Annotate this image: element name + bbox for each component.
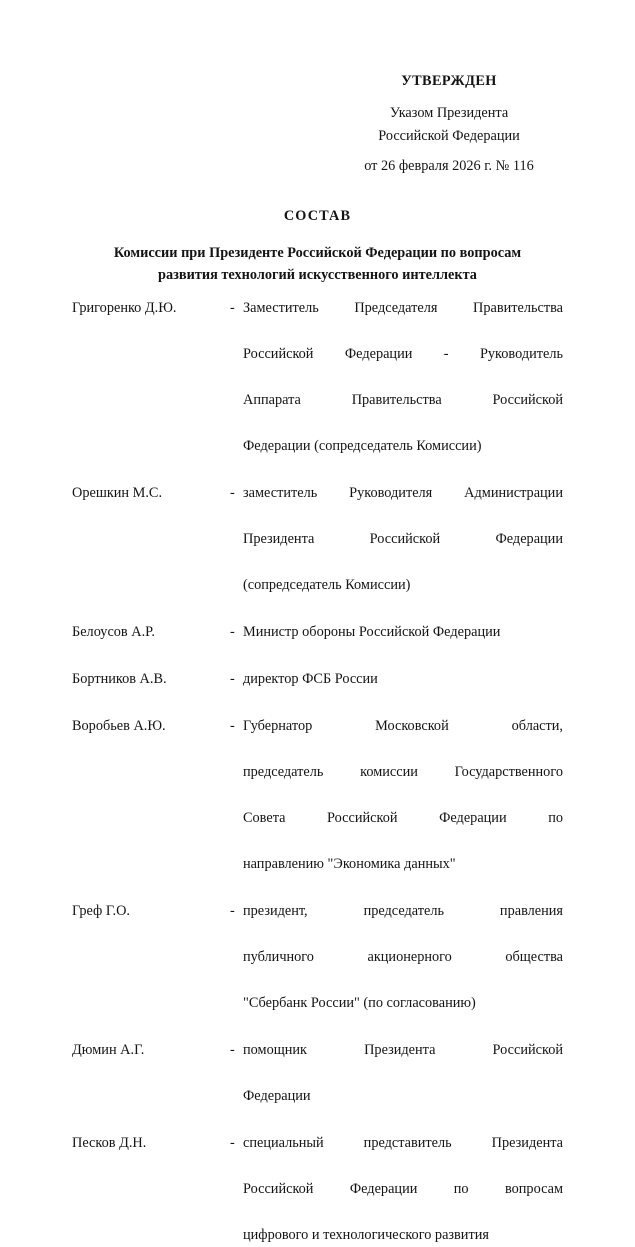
member-position-line-last: Федерации (сопредседатель Комиссии): [243, 438, 482, 454]
approval-block: [330, 70, 568, 178]
member-position-line-last: "Сбербанк России" (по согласованию): [243, 995, 476, 1011]
member-position-line: президент, председатель правления: [243, 903, 563, 919]
member-position-description: [243, 900, 563, 1015]
member-position-line-last: цифрового и технологического развития: [243, 1227, 489, 1243]
member-position-line-last: Федерации: [243, 1088, 311, 1104]
member-separator-dash: -: [230, 1042, 235, 1058]
member-position-description: [243, 297, 563, 458]
member-position-description: [243, 482, 563, 597]
member-position-line: Аппарата Правительства Российской: [243, 392, 563, 408]
document-subtitle-line-1: Комиссии при Президенте Российской Федерации по вопросам: [113, 245, 522, 261]
member-position-line-last: направлению "Экономика данных": [243, 856, 456, 872]
member-position-line: Российской Федерации по вопросам: [243, 1181, 563, 1197]
member-position-description: [243, 1132, 563, 1247]
member-position-description: [243, 668, 563, 691]
member-position-line: специальный представитель Президента: [243, 1135, 563, 1151]
document-subtitle-line-2: развития технологий искусственного интеллекта: [158, 267, 477, 283]
approval-title: УТВЕРЖДЕН: [401, 73, 497, 89]
document-kind-heading: СОСТАВ: [283, 208, 352, 224]
member-row: [72, 1039, 563, 1108]
member-name: Дюмин А.Г.: [72, 1042, 145, 1058]
member-position-line: Заместитель Председателя Правительства: [243, 300, 563, 316]
member-name: Григоренко Д.Ю.: [72, 300, 177, 316]
member-row: [72, 621, 563, 644]
member-separator-dash: -: [230, 903, 235, 919]
approval-date-and-number: от 26 февраля 2026 г. № 116: [364, 158, 534, 174]
approval-issuer-line-2: Российской Федерации: [378, 128, 520, 144]
member-name: Белоусов А.Р.: [72, 624, 155, 640]
member-position-line-last: (сопредседатель Комиссии): [243, 577, 411, 593]
commission-members-list: [72, 297, 563, 1247]
member-name: Песков Д.Н.: [72, 1135, 147, 1151]
member-separator-dash: -: [230, 718, 235, 734]
member-position-line: помощник Президента Российской: [243, 1042, 563, 1058]
member-position-line: председатель комиссии Государственного: [243, 764, 563, 780]
member-position-line: заместитель Руководителя Администрации: [243, 485, 563, 501]
member-separator-dash: -: [230, 485, 235, 501]
document-title-block: [72, 208, 563, 286]
document-subtitle: [72, 242, 563, 286]
member-position-description: [243, 715, 563, 876]
member-position-description: [243, 621, 563, 644]
member-row: [72, 715, 563, 876]
member-name: Орешкин М.С.: [72, 485, 163, 501]
member-name: Воробьев А.Ю.: [72, 718, 166, 734]
member-name: Бортников А.В.: [72, 671, 167, 687]
member-row: [72, 482, 563, 597]
member-row: [72, 900, 563, 1015]
member-position-description: [243, 1039, 563, 1108]
member-position-line: Губернатор Московской области,: [243, 718, 563, 734]
member-separator-dash: -: [230, 624, 235, 640]
member-row: [72, 297, 563, 458]
member-separator-dash: -: [230, 300, 235, 316]
member-name: Греф Г.О.: [72, 903, 130, 919]
member-separator-dash: -: [230, 671, 235, 687]
member-position-line-last: директор ФСБ России: [243, 671, 378, 687]
member-position-line: публичного акционерного общества: [243, 949, 563, 965]
member-position-line: Президента Российской Федерации: [243, 531, 563, 547]
approval-issuer-line-1: Указом Президента: [389, 105, 509, 121]
member-position-line-last: Министр обороны Российской Федерации: [243, 624, 501, 640]
member-row: [72, 668, 563, 691]
member-position-line: Совета Российской Федерации по: [243, 810, 563, 826]
member-position-line: Российской Федерации - Руководитель: [243, 346, 563, 362]
member-separator-dash: -: [230, 1135, 235, 1151]
member-row: [72, 1132, 563, 1247]
